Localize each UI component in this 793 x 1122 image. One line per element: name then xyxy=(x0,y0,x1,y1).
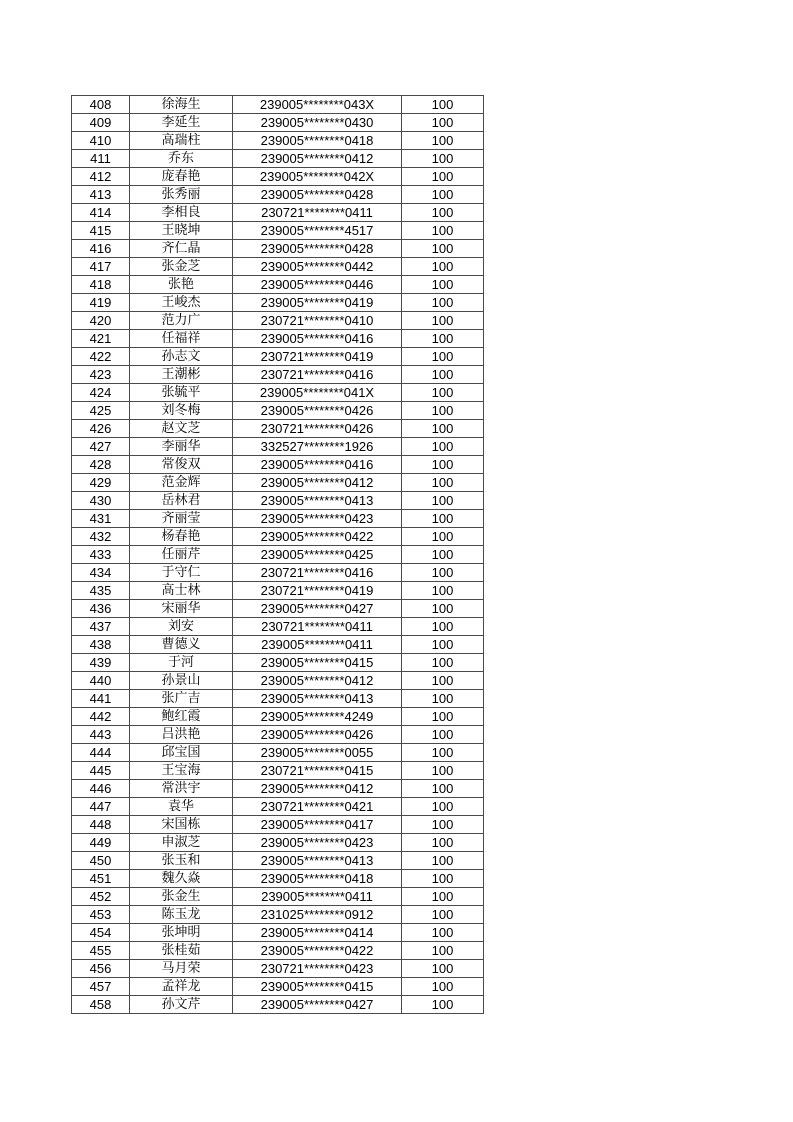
name-cell: 张艳 xyxy=(130,276,233,294)
id-number-cell: 239005********0426 xyxy=(233,402,402,420)
score-cell: 100 xyxy=(402,726,484,744)
name-cell: 于河 xyxy=(130,654,233,672)
row-number-cell: 420 xyxy=(72,312,130,330)
id-number-cell: 230721********0426 xyxy=(233,420,402,438)
row-number-cell: 455 xyxy=(72,942,130,960)
table-row xyxy=(72,150,484,168)
table-row xyxy=(72,546,484,564)
row-number-cell: 445 xyxy=(72,762,130,780)
row-number-cell: 426 xyxy=(72,420,130,438)
row-number-cell: 432 xyxy=(72,528,130,546)
row-number-cell: 451 xyxy=(72,870,130,888)
table-row xyxy=(72,132,484,150)
row-number-cell: 418 xyxy=(72,276,130,294)
id-number-cell: 230721********0411 xyxy=(233,204,402,222)
name-cell: 范金辉 xyxy=(130,474,233,492)
table-row xyxy=(72,384,484,402)
row-number-cell: 447 xyxy=(72,798,130,816)
score-cell: 100 xyxy=(402,456,484,474)
table-row xyxy=(72,924,484,942)
table-row xyxy=(72,222,484,240)
name-cell: 张坤明 xyxy=(130,924,233,942)
row-number-cell: 415 xyxy=(72,222,130,240)
name-cell: 张桂茹 xyxy=(130,942,233,960)
score-cell: 100 xyxy=(402,834,484,852)
name-cell: 魏久焱 xyxy=(130,870,233,888)
score-cell: 100 xyxy=(402,996,484,1014)
id-number-cell: 239005********0415 xyxy=(233,654,402,672)
row-number-cell: 416 xyxy=(72,240,130,258)
table-row xyxy=(72,744,484,762)
score-cell: 100 xyxy=(402,762,484,780)
score-cell: 100 xyxy=(402,222,484,240)
name-cell: 宋丽华 xyxy=(130,600,233,618)
table-row xyxy=(72,762,484,780)
score-cell: 100 xyxy=(402,870,484,888)
score-cell: 100 xyxy=(402,402,484,420)
name-cell: 李丽华 xyxy=(130,438,233,456)
row-number-cell: 454 xyxy=(72,924,130,942)
table-row xyxy=(72,186,484,204)
score-cell: 100 xyxy=(402,690,484,708)
table-row xyxy=(72,942,484,960)
id-number-cell: 239005********0415 xyxy=(233,978,402,996)
row-number-cell: 422 xyxy=(72,348,130,366)
name-cell: 张秀丽 xyxy=(130,186,233,204)
name-cell: 宋国栋 xyxy=(130,816,233,834)
table-row xyxy=(72,654,484,672)
id-number-cell: 239005********0427 xyxy=(233,600,402,618)
name-cell: 王峻杰 xyxy=(130,294,233,312)
table-row xyxy=(72,834,484,852)
name-cell: 张金芝 xyxy=(130,258,233,276)
table-row xyxy=(72,672,484,690)
row-number-cell: 428 xyxy=(72,456,130,474)
row-number-cell: 440 xyxy=(72,672,130,690)
name-cell: 齐丽莹 xyxy=(130,510,233,528)
name-cell: 赵文芝 xyxy=(130,420,233,438)
row-number-cell: 414 xyxy=(72,204,130,222)
score-cell: 100 xyxy=(402,636,484,654)
table-row xyxy=(72,618,484,636)
score-cell: 100 xyxy=(402,240,484,258)
table-row xyxy=(72,366,484,384)
table-row xyxy=(72,276,484,294)
row-number-cell: 413 xyxy=(72,186,130,204)
table-row xyxy=(72,636,484,654)
id-number-cell: 230721********0419 xyxy=(233,348,402,366)
id-number-cell: 239005********0422 xyxy=(233,942,402,960)
score-cell: 100 xyxy=(402,330,484,348)
name-cell: 岳林君 xyxy=(130,492,233,510)
id-number-cell: 239005********4517 xyxy=(233,222,402,240)
row-number-cell: 450 xyxy=(72,852,130,870)
name-cell: 孙景山 xyxy=(130,672,233,690)
table-row xyxy=(72,312,484,330)
id-number-cell: 239005********4249 xyxy=(233,708,402,726)
name-cell: 孙志文 xyxy=(130,348,233,366)
table-row xyxy=(72,582,484,600)
row-number-cell: 435 xyxy=(72,582,130,600)
table-row xyxy=(72,780,484,798)
id-number-cell: 239005********0413 xyxy=(233,690,402,708)
name-cell: 杨春艳 xyxy=(130,528,233,546)
row-number-cell: 431 xyxy=(72,510,130,528)
score-cell: 100 xyxy=(402,294,484,312)
row-number-cell: 437 xyxy=(72,618,130,636)
name-cell: 于守仁 xyxy=(130,564,233,582)
id-number-cell: 239005********0423 xyxy=(233,510,402,528)
name-cell: 孟祥龙 xyxy=(130,978,233,996)
score-cell: 100 xyxy=(402,582,484,600)
score-cell: 100 xyxy=(402,780,484,798)
id-number-cell: 239005********0425 xyxy=(233,546,402,564)
row-number-cell: 449 xyxy=(72,834,130,852)
id-number-cell: 239005********0428 xyxy=(233,186,402,204)
roster-table-body xyxy=(72,96,484,1014)
table-row xyxy=(72,726,484,744)
score-cell: 100 xyxy=(402,204,484,222)
id-number-cell: 239005********0422 xyxy=(233,528,402,546)
roster-table xyxy=(71,95,484,1014)
row-number-cell: 429 xyxy=(72,474,130,492)
table-row xyxy=(72,420,484,438)
name-cell: 王晓坤 xyxy=(130,222,233,240)
table-row xyxy=(72,564,484,582)
row-number-cell: 443 xyxy=(72,726,130,744)
id-number-cell: 332527********1926 xyxy=(233,438,402,456)
score-cell: 100 xyxy=(402,312,484,330)
name-cell: 高士林 xyxy=(130,582,233,600)
row-number-cell: 433 xyxy=(72,546,130,564)
score-cell: 100 xyxy=(402,510,484,528)
score-cell: 100 xyxy=(402,258,484,276)
table-row xyxy=(72,906,484,924)
id-number-cell: 239005********0411 xyxy=(233,636,402,654)
name-cell: 任丽芹 xyxy=(130,546,233,564)
score-cell: 100 xyxy=(402,168,484,186)
id-number-cell: 239005********0418 xyxy=(233,132,402,150)
id-number-cell: 239005********0430 xyxy=(233,114,402,132)
row-number-cell: 452 xyxy=(72,888,130,906)
row-number-cell: 410 xyxy=(72,132,130,150)
id-number-cell: 239005********0419 xyxy=(233,294,402,312)
id-number-cell: 239005********041X xyxy=(233,384,402,402)
id-number-cell: 230721********0423 xyxy=(233,960,402,978)
score-cell: 100 xyxy=(402,960,484,978)
table-row xyxy=(72,996,484,1014)
id-number-cell: 230721********0419 xyxy=(233,582,402,600)
score-cell: 100 xyxy=(402,618,484,636)
name-cell: 常俊双 xyxy=(130,456,233,474)
row-number-cell: 448 xyxy=(72,816,130,834)
score-cell: 100 xyxy=(402,438,484,456)
row-number-cell: 444 xyxy=(72,744,130,762)
score-cell: 100 xyxy=(402,528,484,546)
table-row xyxy=(72,960,484,978)
row-number-cell: 438 xyxy=(72,636,130,654)
table-row xyxy=(72,492,484,510)
table-row xyxy=(72,798,484,816)
score-cell: 100 xyxy=(402,186,484,204)
score-cell: 100 xyxy=(402,798,484,816)
name-cell: 乔东 xyxy=(130,150,233,168)
id-number-cell: 239005********0055 xyxy=(233,744,402,762)
table-row xyxy=(72,852,484,870)
id-number-cell: 239005********042X xyxy=(233,168,402,186)
table-row xyxy=(72,456,484,474)
id-number-cell: 239005********0417 xyxy=(233,816,402,834)
name-cell: 刘安 xyxy=(130,618,233,636)
name-cell: 孙文芹 xyxy=(130,996,233,1014)
score-cell: 100 xyxy=(402,492,484,510)
row-number-cell: 453 xyxy=(72,906,130,924)
row-number-cell: 411 xyxy=(72,150,130,168)
name-cell: 庞春艳 xyxy=(130,168,233,186)
id-number-cell: 239005********0413 xyxy=(233,492,402,510)
name-cell: 齐仁晶 xyxy=(130,240,233,258)
row-number-cell: 425 xyxy=(72,402,130,420)
name-cell: 李相良 xyxy=(130,204,233,222)
row-number-cell: 434 xyxy=(72,564,130,582)
table-row xyxy=(72,474,484,492)
score-cell: 100 xyxy=(402,744,484,762)
name-cell: 范力广 xyxy=(130,312,233,330)
row-number-cell: 409 xyxy=(72,114,130,132)
name-cell: 刘冬梅 xyxy=(130,402,233,420)
score-cell: 100 xyxy=(402,600,484,618)
id-number-cell: 239005********0411 xyxy=(233,888,402,906)
id-number-cell: 239005********0426 xyxy=(233,726,402,744)
score-cell: 100 xyxy=(402,474,484,492)
name-cell: 马月荣 xyxy=(130,960,233,978)
id-number-cell: 239005********0416 xyxy=(233,456,402,474)
table-row xyxy=(72,438,484,456)
score-cell: 100 xyxy=(402,924,484,942)
score-cell: 100 xyxy=(402,942,484,960)
table-row xyxy=(72,870,484,888)
id-number-cell: 230721********0416 xyxy=(233,366,402,384)
name-cell: 鲍红霞 xyxy=(130,708,233,726)
id-number-cell: 239005********0428 xyxy=(233,240,402,258)
row-number-cell: 408 xyxy=(72,96,130,114)
id-number-cell: 239005********0423 xyxy=(233,834,402,852)
row-number-cell: 423 xyxy=(72,366,130,384)
id-number-cell: 239005********0413 xyxy=(233,852,402,870)
name-cell: 徐海生 xyxy=(130,96,233,114)
score-cell: 100 xyxy=(402,546,484,564)
score-cell: 100 xyxy=(402,114,484,132)
row-number-cell: 456 xyxy=(72,960,130,978)
id-number-cell: 239005********0446 xyxy=(233,276,402,294)
score-cell: 100 xyxy=(402,96,484,114)
name-cell: 常洪宇 xyxy=(130,780,233,798)
score-cell: 100 xyxy=(402,150,484,168)
id-number-cell: 239005********0412 xyxy=(233,672,402,690)
name-cell: 张玉和 xyxy=(130,852,233,870)
score-cell: 100 xyxy=(402,708,484,726)
table-row xyxy=(72,528,484,546)
score-cell: 100 xyxy=(402,906,484,924)
table-row xyxy=(72,258,484,276)
table-row xyxy=(72,978,484,996)
id-number-cell: 230721********0411 xyxy=(233,618,402,636)
name-cell: 曹德义 xyxy=(130,636,233,654)
score-cell: 100 xyxy=(402,978,484,996)
id-number-cell: 239005********0412 xyxy=(233,474,402,492)
name-cell: 张毓平 xyxy=(130,384,233,402)
name-cell: 吕洪艳 xyxy=(130,726,233,744)
row-number-cell: 439 xyxy=(72,654,130,672)
score-cell: 100 xyxy=(402,348,484,366)
id-number-cell: 231025********0912 xyxy=(233,906,402,924)
table-row xyxy=(72,330,484,348)
score-cell: 100 xyxy=(402,672,484,690)
id-number-cell: 239005********043X xyxy=(233,96,402,114)
row-number-cell: 441 xyxy=(72,690,130,708)
id-number-cell: 230721********0416 xyxy=(233,564,402,582)
id-number-cell: 239005********0412 xyxy=(233,780,402,798)
name-cell: 王宝海 xyxy=(130,762,233,780)
id-number-cell: 239005********0442 xyxy=(233,258,402,276)
score-cell: 100 xyxy=(402,852,484,870)
table-row xyxy=(72,510,484,528)
name-cell: 高瑞柱 xyxy=(130,132,233,150)
score-cell: 100 xyxy=(402,816,484,834)
score-cell: 100 xyxy=(402,420,484,438)
score-cell: 100 xyxy=(402,888,484,906)
table-row xyxy=(72,600,484,618)
id-number-cell: 239005********0412 xyxy=(233,150,402,168)
id-number-cell: 239005********0418 xyxy=(233,870,402,888)
table-row xyxy=(72,204,484,222)
row-number-cell: 427 xyxy=(72,438,130,456)
name-cell: 申淑芝 xyxy=(130,834,233,852)
name-cell: 李延生 xyxy=(130,114,233,132)
table-row xyxy=(72,888,484,906)
name-cell: 邱宝国 xyxy=(130,744,233,762)
id-number-cell: 239005********0416 xyxy=(233,330,402,348)
table-row xyxy=(72,690,484,708)
table-row xyxy=(72,402,484,420)
table-row xyxy=(72,348,484,366)
row-number-cell: 419 xyxy=(72,294,130,312)
id-number-cell: 230721********0410 xyxy=(233,312,402,330)
table-row xyxy=(72,708,484,726)
table-row xyxy=(72,240,484,258)
table-row xyxy=(72,294,484,312)
name-cell: 任福祥 xyxy=(130,330,233,348)
table-row xyxy=(72,168,484,186)
row-number-cell: 458 xyxy=(72,996,130,1014)
row-number-cell: 446 xyxy=(72,780,130,798)
row-number-cell: 417 xyxy=(72,258,130,276)
score-cell: 100 xyxy=(402,276,484,294)
row-number-cell: 436 xyxy=(72,600,130,618)
name-cell: 王潮彬 xyxy=(130,366,233,384)
score-cell: 100 xyxy=(402,384,484,402)
id-number-cell: 239005********0427 xyxy=(233,996,402,1014)
row-number-cell: 442 xyxy=(72,708,130,726)
score-cell: 100 xyxy=(402,654,484,672)
row-number-cell: 430 xyxy=(72,492,130,510)
row-number-cell: 457 xyxy=(72,978,130,996)
name-cell: 张广吉 xyxy=(130,690,233,708)
score-cell: 100 xyxy=(402,132,484,150)
row-number-cell: 424 xyxy=(72,384,130,402)
table-row xyxy=(72,114,484,132)
score-cell: 100 xyxy=(402,564,484,582)
table-row xyxy=(72,96,484,114)
table-row xyxy=(72,816,484,834)
score-cell: 100 xyxy=(402,366,484,384)
id-number-cell: 239005********0414 xyxy=(233,924,402,942)
row-number-cell: 412 xyxy=(72,168,130,186)
id-number-cell: 230721********0421 xyxy=(233,798,402,816)
row-number-cell: 421 xyxy=(72,330,130,348)
name-cell: 张金生 xyxy=(130,888,233,906)
name-cell: 袁华 xyxy=(130,798,233,816)
name-cell: 陈玉龙 xyxy=(130,906,233,924)
id-number-cell: 230721********0415 xyxy=(233,762,402,780)
